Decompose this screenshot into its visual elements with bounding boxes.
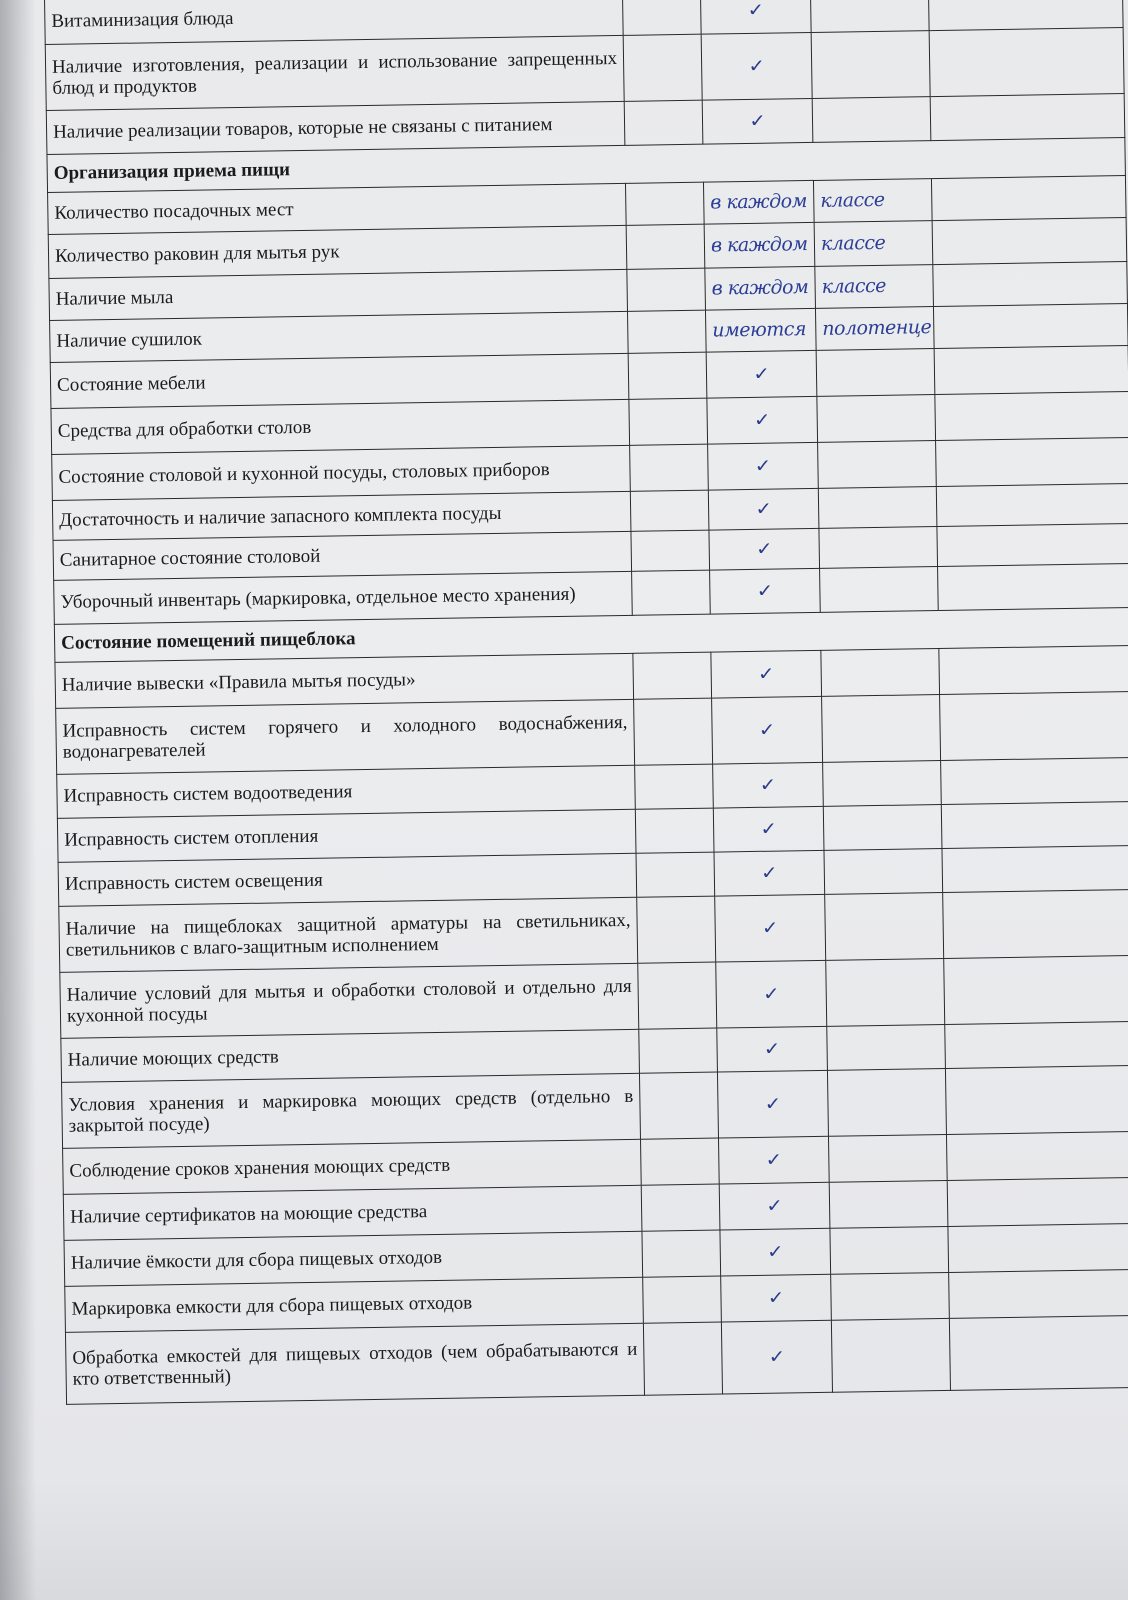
row-label: Соблюдение сроков хранения моющих средств (63, 1139, 642, 1194)
empty-cell (940, 691, 1128, 760)
empty-cell (624, 100, 703, 145)
empty-cell (937, 523, 1128, 566)
row-label: Наличие моющих средств (61, 1029, 640, 1082)
check-mark-icon: ✓ (755, 498, 773, 520)
check-mark-icon: ✓ (760, 862, 778, 884)
empty-cell (818, 441, 937, 489)
handwritten-note-cell (815, 265, 934, 309)
empty-cell (631, 530, 710, 571)
row-label: Наличие мыла (49, 269, 628, 320)
section-title: Состояние помещений пищеблока (54, 607, 1128, 662)
empty-cell (639, 1072, 718, 1139)
empty-cell (928, 0, 1123, 31)
empty-cell (630, 444, 709, 491)
check-mark-icon: ✓ (760, 818, 778, 840)
check-mark-icon: ✓ (761, 917, 779, 939)
check-mark-icon: ✓ (755, 538, 773, 560)
empty-cell (634, 698, 713, 765)
empty-cell (948, 1223, 1128, 1272)
empty-cell (630, 490, 709, 531)
check-cell (711, 650, 822, 698)
handwritten-note: в каждом (711, 276, 809, 300)
check-cell (710, 568, 821, 614)
check-cell (701, 32, 812, 100)
check-mark-icon: ✓ (757, 663, 775, 685)
empty-cell (938, 563, 1128, 610)
check-mark-icon: ✓ (766, 1195, 784, 1217)
check-mark-icon: ✓ (756, 580, 774, 602)
empty-cell (817, 395, 936, 443)
check-cell (717, 1070, 828, 1138)
check-cell (708, 442, 819, 490)
empty-cell (825, 892, 944, 960)
row-label: Количество раковин для мытья рук (48, 225, 627, 278)
empty-cell (935, 392, 1128, 441)
empty-cell (640, 1138, 719, 1185)
empty-cell (939, 645, 1128, 694)
check-cell (714, 850, 825, 896)
empty-cell (949, 1269, 1128, 1318)
empty-cell (627, 310, 706, 353)
handwritten-note-cell (705, 308, 816, 352)
check-mark-icon: ✓ (767, 1287, 785, 1309)
check-cell (712, 696, 823, 764)
empty-cell (816, 349, 935, 397)
empty-cell (947, 1177, 1128, 1226)
check-mark-icon: ✓ (753, 409, 771, 431)
handwritten-note-cell (703, 180, 814, 224)
handwritten-note: в каждом (710, 233, 808, 257)
check-mark-icon: ✓ (754, 455, 772, 477)
handwritten-note-cell (704, 222, 815, 268)
empty-cell (822, 695, 941, 763)
handwritten-note: классе (821, 274, 887, 298)
check-mark-icon: ✓ (759, 774, 777, 796)
handwritten-note-cell (705, 266, 816, 310)
check-cell (721, 1274, 832, 1322)
empty-cell (633, 652, 712, 699)
empty-cell (936, 438, 1128, 487)
row-label: Условия хранения и маркировка моющих средств (отдельно в закрытой посуде) (62, 1073, 641, 1148)
check-mark-icon: ✓ (764, 1093, 782, 1115)
empty-cell (929, 28, 1124, 97)
row-label: Достаточность и наличие запасного комплекта посуды (52, 491, 631, 540)
handwritten-note: в каждом (710, 190, 808, 214)
empty-cell (941, 757, 1128, 804)
check-cell (702, 98, 813, 144)
check-cell (716, 960, 827, 1028)
row-label: Наличие условий для мытья и обработки столовой и отдельно для кухонной посуды (60, 963, 639, 1038)
empty-cell (629, 398, 708, 445)
check-cell (706, 350, 817, 398)
page-edge-shadow (0, 0, 36, 1600)
handwritten-note: имеются (712, 318, 807, 342)
check-mark-icon: ✓ (747, 0, 765, 21)
inspection-checklist-table (44, 0, 1128, 1405)
empty-cell (628, 352, 707, 399)
checklist-container (44, 0, 1128, 1405)
row-label: Наличие сертификатов на моющие средства (63, 1185, 642, 1240)
check-mark-icon: ✓ (762, 983, 780, 1005)
empty-cell (831, 1272, 950, 1320)
empty-cell (932, 218, 1127, 265)
empty-cell (831, 1318, 950, 1392)
empty-cell (622, 0, 701, 35)
check-mark-icon: ✓ (766, 1241, 784, 1263)
empty-cell (823, 761, 942, 807)
empty-cell (821, 649, 940, 697)
empty-cell (636, 852, 715, 897)
row-label: Средства для обработки столов (51, 399, 630, 454)
empty-cell (641, 1184, 720, 1231)
empty-cell (934, 346, 1128, 395)
row-label: Наличие сушилок (50, 311, 629, 362)
empty-cell (638, 962, 717, 1029)
check-cell (717, 1026, 828, 1072)
check-mark-icon: ✓ (763, 1038, 781, 1060)
empty-cell (824, 849, 943, 895)
empty-cell (942, 845, 1128, 892)
handwritten-note-cell (814, 221, 933, 267)
empty-cell (830, 1226, 949, 1274)
check-mark-icon: ✓ (749, 110, 766, 132)
empty-cell (829, 1180, 948, 1228)
row-label: Состояние столовой и кухонной посуды, столовых приборов (52, 445, 631, 500)
row-label: Исправность систем отопления (57, 809, 636, 862)
empty-cell (933, 262, 1128, 307)
empty-cell (930, 94, 1125, 141)
empty-cell (820, 567, 939, 613)
check-cell (708, 488, 819, 530)
empty-cell (933, 304, 1128, 349)
empty-cell (811, 31, 930, 99)
row-label: Исправность систем освещения (58, 853, 637, 906)
check-mark-icon: ✓ (768, 1346, 786, 1368)
empty-cell (944, 955, 1128, 1024)
check-cell (715, 894, 826, 962)
empty-cell (941, 801, 1128, 848)
check-mark-icon: ✓ (765, 1149, 783, 1171)
empty-cell (643, 1322, 722, 1395)
empty-cell (827, 1024, 946, 1070)
empty-cell (931, 176, 1126, 221)
empty-cell (632, 570, 711, 615)
check-cell (707, 396, 818, 444)
empty-cell (945, 1021, 1128, 1068)
empty-cell (826, 958, 945, 1026)
empty-cell (637, 896, 716, 963)
empty-cell (810, 0, 929, 32)
empty-cell (949, 1315, 1128, 1390)
check-mark-icon: ✓ (748, 55, 766, 77)
check-cell (700, 0, 811, 34)
check-cell (721, 1320, 832, 1394)
empty-cell (635, 808, 714, 853)
row-label: Витаминизация блюда (45, 0, 624, 44)
row-label: Уборочный инвентарь (маркировка, отдельное место хранения) (54, 571, 633, 624)
handwritten-note: классе (820, 231, 886, 255)
row-label: Санитарное состояние столовой (53, 531, 632, 580)
row-label: Наличие реализации товаров, которые не связаны с питанием (46, 101, 625, 154)
check-cell (719, 1182, 830, 1230)
empty-cell (818, 487, 937, 529)
row-label: Наличие вывески «Правила мытья посуды» (55, 653, 634, 708)
handwritten-note-cell (813, 179, 932, 223)
empty-cell (827, 1068, 946, 1136)
empty-cell (945, 1065, 1128, 1134)
row-label: Количество посадочных мест (48, 183, 627, 234)
empty-cell (635, 764, 714, 809)
empty-cell (812, 97, 931, 143)
empty-cell (819, 527, 938, 569)
empty-cell (625, 182, 704, 225)
row-label: Наличие ёмкости для сбора пищевых отходов (64, 1231, 643, 1286)
row-label: Состояние мебели (50, 353, 629, 408)
empty-cell (643, 1276, 722, 1323)
handwritten-note: полотенце (822, 316, 932, 340)
empty-cell (943, 889, 1128, 958)
empty-cell (627, 268, 706, 311)
check-mark-icon: ✓ (753, 363, 770, 385)
empty-cell (823, 805, 942, 851)
handwritten-note: классе (820, 188, 885, 212)
empty-cell (623, 34, 702, 101)
page-bottom-shade (0, 1480, 1128, 1600)
row-label: Маркировка емкости для сбора пищевых отходов (65, 1277, 644, 1332)
check-cell (718, 1136, 829, 1184)
empty-cell (946, 1131, 1128, 1180)
handwritten-note-cell (815, 307, 934, 351)
empty-cell (828, 1134, 947, 1182)
row-label: Исправность систем водоотведения (57, 765, 636, 818)
empty-cell (639, 1028, 718, 1073)
check-cell (709, 528, 820, 570)
check-mark-icon: ✓ (758, 719, 776, 741)
check-cell (713, 762, 824, 808)
section-title: Организация приема пищи (47, 138, 1125, 193)
empty-cell (936, 483, 1128, 526)
check-cell (720, 1228, 831, 1276)
row-label: Наличие на пищеблоках защитной арматуры на светильниках, светильников с влаго-защитным исполнением (59, 897, 638, 972)
check-cell (713, 806, 824, 852)
empty-cell (626, 224, 705, 269)
row-label: Исправность систем горячего и холодного водоснабжения, водонагревателей (56, 699, 635, 774)
row-label: Обработка емкостей для пищевых отходов (чем обрабатываются и кто ответственный) (65, 1323, 644, 1404)
empty-cell (642, 1230, 721, 1277)
row-label: Наличие изготовления, реализации и использование запрещенных блюд и продуктов (45, 35, 624, 110)
